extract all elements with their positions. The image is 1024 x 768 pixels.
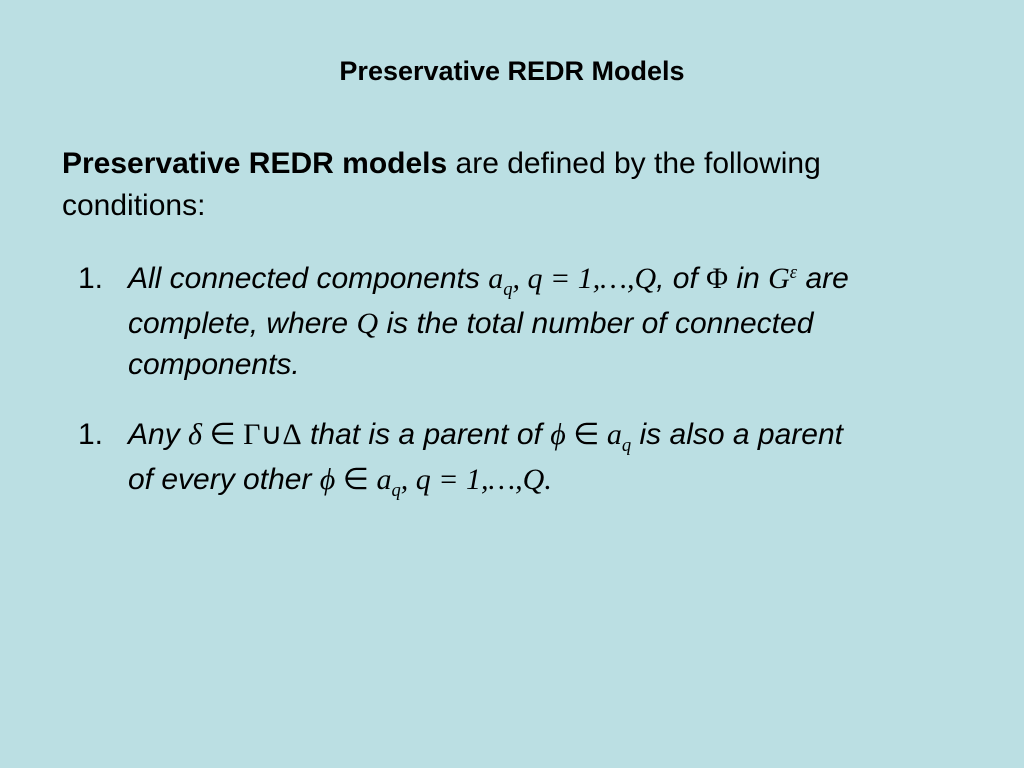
condition-number: 1. [78,418,104,451]
condition-line [128,414,968,459]
math-symbol: G [768,262,790,295]
text-run: complete, where [128,307,357,340]
condition-line [128,258,968,303]
math-symbol: Q [356,307,379,340]
math-symbol: a [488,262,504,295]
math-subscript: q [503,278,513,300]
math-subscript: q [391,479,401,501]
intro-text-line2: conditions: [62,189,206,222]
text-run: All connected components [128,262,489,295]
condition-text [128,258,968,385]
text-run: is the total number of connected [378,307,814,340]
condition-number: 1. [78,262,104,295]
math-symbol: ∈ [565,418,607,451]
math-symbol: a [376,463,392,496]
slide-title: Preservative REDR Models [339,56,685,86]
math-expression: , q = 1,…,Q [512,262,657,295]
math-expression: , q = 1,…,Q. [400,463,552,496]
intro-paragraph [62,143,962,227]
text-run: that is a parent of [301,418,551,451]
text-run: in [728,262,769,295]
text-run: is also a parent [631,418,843,451]
math-symbol: ∈ [201,418,244,451]
text-run: Any [128,418,189,451]
intro-bold-term: Preservative REDR models [62,147,448,180]
text-run: of every other [128,463,320,496]
text-run: are [797,262,849,295]
condition-text [128,414,968,504]
intro-text: are defined by the following [447,147,821,180]
math-subscript: q [621,434,632,456]
math-symbol: Φ [706,262,729,295]
condition-line: components. [128,348,300,381]
math-symbol: ϕ [550,418,566,451]
condition-line [128,303,968,344]
math-expression: Γ∪Δ [243,418,302,451]
math-superscript: ε [789,261,798,283]
text-run: , of [656,262,707,295]
math-symbol: ϕ [319,463,336,496]
math-symbol: ∈ [335,463,377,496]
math-symbol: a [606,418,622,451]
condition-line [128,459,968,504]
math-symbol: δ [188,418,202,451]
